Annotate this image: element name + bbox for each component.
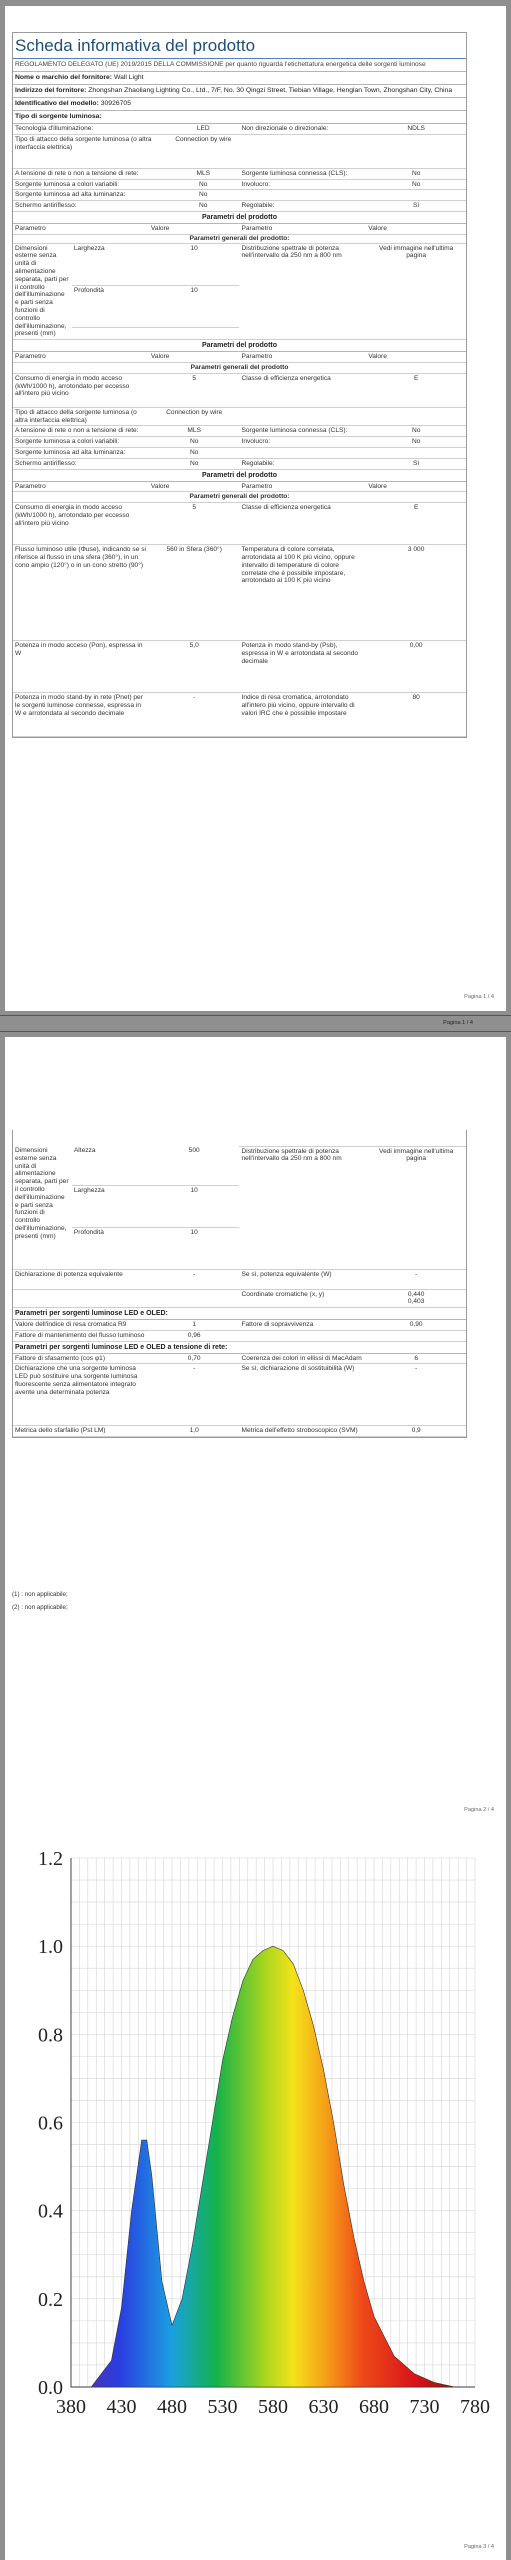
pnet-value: -	[149, 693, 240, 737]
flux-value: 560 in Sfera (360°)	[149, 545, 240, 641]
value-col-header: Valore	[149, 352, 240, 362]
general-params-table-b	[13, 482, 466, 738]
width-label: Larghezza	[72, 243, 149, 285]
replacement-w-value: -	[366, 1364, 466, 1426]
y-tick-label: 0.2	[38, 2288, 63, 2311]
document-title: Scheda informativa del prodotto	[13, 33, 466, 59]
supplier-address-row	[13, 85, 466, 98]
product-params-heading-2: Parametri del prodotto	[13, 340, 466, 352]
general-params-heading: Parametri generali del prodotto:	[13, 492, 466, 503]
envelope-value: No	[366, 437, 466, 448]
directional-value: NDLS	[366, 124, 466, 134]
macadam-value: 6	[366, 1354, 466, 1364]
continuation-table	[13, 1130, 466, 1308]
cap-type-value: Connection by wire	[167, 134, 239, 168]
depth-label: Profondità	[72, 285, 149, 327]
energy-label: Consumo di energia in modo acceso (kWh/1000 h), arrotondato per eccesso all'intero più vicino	[13, 503, 149, 545]
maintenance-value: 0,96	[149, 1330, 240, 1341]
x-tick-label: 580	[258, 2396, 288, 2418]
product-params-heading: Parametri del prodotto	[13, 212, 466, 224]
x-tick-label: 680	[359, 2396, 389, 2418]
value-col-header: Valore	[366, 352, 466, 362]
supplier-name-row	[13, 72, 466, 85]
y-tick-label: 0.6	[38, 2112, 63, 2135]
y-tick-label: 1.0	[38, 1936, 63, 1959]
page-1	[5, 6, 506, 1011]
page-divider	[0, 1015, 511, 1016]
mains-label: A tensione di rete o non a tensione di rete:	[13, 426, 149, 437]
height-value: 500	[149, 1146, 240, 1186]
x-tick-label: 430	[106, 2396, 137, 2418]
model-id-row	[13, 98, 466, 111]
dimensions-table-a	[13, 224, 466, 340]
spd-label: Distribuzione spettrale di potenza nell'intervallo da 250 nm a 800 nm	[239, 243, 366, 340]
cap-type-label: Tipo di attacco della sorgente luminosa (o altra interfaccia elettrica)	[13, 134, 167, 168]
high-luminance-value: No	[149, 447, 240, 458]
replacement-value: -	[149, 1364, 240, 1426]
glare-shield-label: Schermo antiriflesso:	[13, 201, 167, 212]
cap-type-value: Connection by wire	[149, 407, 240, 426]
depth-value: 10	[149, 285, 240, 327]
color-tunable-value: No	[149, 437, 240, 448]
page-number: Pagina 1 / 4	[464, 994, 494, 1000]
general-params-heading: Parametri generali del prodotto:	[13, 234, 466, 243]
psb-label: Potenza in modo stand-by (Psb), espressa in W e arrotondata al secondo decimale	[239, 641, 366, 693]
led-params-table	[13, 1320, 466, 1342]
cct-value: 3 000	[366, 545, 466, 641]
page-divider	[0, 1031, 511, 1032]
equiv-power-value: -	[366, 1269, 466, 1289]
mains-params-heading: Parametri per sorgenti luminose LED e OLED a tensione di rete:	[13, 1342, 466, 1354]
equiv-value: -	[149, 1269, 240, 1289]
color-tunable-label: Sorgente luminosa a colori variabili:	[13, 179, 167, 190]
param-col-header: Parametro	[13, 352, 149, 362]
energy-class-value: E	[366, 373, 466, 407]
param-col-header: Parametro	[13, 482, 149, 492]
value-col-header: Valore	[149, 482, 240, 492]
dimmable-value: Sì	[366, 458, 466, 469]
product-info-sheet	[12, 32, 467, 738]
y-tick-label: 0.8	[38, 2024, 63, 2047]
cri-label: Indice di resa cromatica, arrotondato all'intero più vicino, oppure intervallo di valori IRC che è possibile impostare	[239, 693, 366, 737]
x-tick-label: 730	[409, 2396, 440, 2418]
flicker-value: 1,0	[149, 1426, 240, 1437]
mains-value: MLS	[149, 426, 240, 437]
supplier-name-value: Wall Light	[113, 74, 144, 81]
replacement-w-label: Se sì, dichiarazione di sostituibilità (W)	[239, 1364, 366, 1426]
param-col-header: Parametro	[239, 224, 366, 234]
mains-value: MLS	[167, 168, 239, 179]
width-label: Larghezza	[72, 1186, 149, 1228]
spectral-power-chart	[5, 1844, 506, 2560]
energy-value: 5	[149, 503, 240, 545]
param-col-header: Parametro	[239, 482, 366, 492]
directional-label: Non direzionale o direzionale:	[239, 124, 366, 134]
width-value: 10	[149, 1186, 240, 1228]
x-tick-label: 630	[308, 2396, 339, 2418]
source-type-row	[13, 111, 466, 124]
height-label: Altezza	[72, 1146, 149, 1186]
led-params-heading: Parametri per sorgenti luminose LED e OLED:	[13, 1308, 466, 1320]
energy-class-label: Classe di efficienza energetica	[239, 503, 366, 545]
survival-label: Fattore di sopravvivenza	[239, 1320, 366, 1330]
depth-label: Profondità	[72, 1227, 149, 1269]
chroma-value	[366, 1289, 466, 1308]
energy-class-value: E	[366, 503, 466, 545]
maintenance-label: Fattore di mantenimento del flusso luminoso	[13, 1330, 149, 1341]
cap-type-label: Tipo di attacco della sorgente luminosa (o altra interfaccia elettrica)	[13, 407, 149, 426]
value-col-header: Valore	[366, 224, 466, 234]
glare-shield-label: Schermo antiriflesso:	[13, 458, 149, 469]
cls-value: No	[366, 426, 466, 437]
value-col-header: Valore	[366, 482, 466, 492]
supplier-address-value: Zhongshan Zhaoliang Lighting Co., Ltd., 7/F, No. 30 Qingzi Street, Tiebian Village, Henglan Town, Zhongshan City, China	[88, 87, 453, 94]
supplier-address-label: Indirizzo del fornitore:	[15, 87, 87, 94]
page-number: Pagina 2 / 4	[464, 1807, 494, 1813]
flux-label: Flusso luminoso utile (Φuse), indicando se si riferisce al flusso in una sfera (360°), in un cono ampio (120°) o in un cono stretto (90°)	[13, 545, 149, 641]
high-luminance-value: No	[167, 190, 239, 201]
color-tunable-value: No	[167, 179, 239, 190]
replacement-label: Dichiarazione che una sorgente luminosa LED può sostituire una sorgente luminosa fluorescente senza alimentatore integrato avente una determinata potenza	[13, 1364, 149, 1426]
cri-range-text	[239, 1130, 366, 1146]
mains-params-table	[13, 1354, 466, 1438]
width-value: 10	[149, 243, 240, 285]
svm-value: 0,9	[366, 1426, 466, 1437]
mains-label: A tensione di rete o non a tensione di rete:	[13, 168, 167, 179]
dimmable-label: Regolabile:	[239, 201, 366, 212]
pnet-label: Potenza in modo stand-by in rete (Pnet) per le sorgenti luminose connesse, espressa in W e arrotondata al secondo decimale	[13, 693, 149, 737]
x-tick-label: 530	[207, 2396, 238, 2418]
spd-value: Vedi immagine nell'ultima pagina	[366, 243, 466, 340]
chroma-y: 0,403	[407, 1298, 425, 1306]
flicker-label: Metrica dello sfarfallio (Pst LM)	[13, 1426, 149, 1437]
illum-tech-label: Tecnologia d'illuminazione:	[13, 124, 167, 134]
pon-label: Potenza in modo acceso (Pon), espressa in W	[13, 641, 149, 693]
cls-label: Sorgente luminosa connessa (CLS):	[239, 168, 366, 179]
spd-label: Distribuzione spettrale di potenza nell'intervallo da 250 nm a 800 nm	[239, 1146, 366, 1269]
r9-value: 1	[149, 1320, 240, 1330]
param-col-header: Parametro	[13, 224, 149, 234]
energy-value: 5	[149, 373, 240, 407]
power-factor-value: 0,70	[149, 1354, 240, 1364]
energy-label: Consumo di energia in modo acceso (kWh/1000 h), arrotondato per eccesso all'intero più vicino	[13, 373, 149, 407]
equiv-power-label: Se sì, potenza equivalente (W)	[239, 1269, 366, 1289]
page-number-footer: Pagina 1 / 4	[443, 1020, 473, 1026]
product-params-heading-3: Parametri del prodotto	[13, 470, 466, 482]
dimmable-value: Sì	[366, 201, 466, 212]
x-tick-label: 380	[56, 2396, 86, 2418]
envelope-value: No	[366, 179, 466, 190]
cri-value: 80	[366, 693, 466, 737]
footnote-2: (2) : non applicabile;	[12, 1604, 68, 1611]
chroma-x: 0,440	[407, 1290, 425, 1298]
page-number: Pagina 3 / 4	[464, 2544, 494, 2550]
color-tunable-label: Sorgente luminosa a colori variabili:	[13, 437, 149, 448]
x-tick-label: 480	[157, 2396, 187, 2418]
survival-value: 0,90	[366, 1320, 466, 1330]
glare-shield-value: No	[149, 458, 240, 469]
pon-value: 5,0	[149, 641, 240, 693]
y-tick-label: 0.0	[38, 2377, 63, 2399]
model-id-value: 30926705	[100, 100, 131, 107]
source-type-label: Tipo di sorgente luminosa:	[15, 113, 102, 120]
r9-label: Valore dell'indice di resa cromatica R9	[13, 1320, 149, 1330]
x-tick-label: 780	[460, 2396, 490, 2418]
chroma-label: Coordinate cromatiche (x, y)	[239, 1289, 366, 1308]
cls-label: Sorgente luminosa connessa (CLS):	[239, 426, 366, 437]
param-col-header: Parametro	[239, 352, 366, 362]
envelope-label: Involucro:	[239, 437, 366, 448]
power-factor-label: Fattore di sfasamento (cos φ1)	[13, 1354, 149, 1364]
illum-tech-value: LED	[167, 124, 239, 134]
cct-label: Temperatura di colore correlata, arrotondata al 100 K più vicino, oppure intervallo di temperature di colore correlate che è possibile impostare, arrotondato al 100 K più vicino	[239, 545, 366, 641]
equiv-label: Dichiarazione di potenza equivalente	[13, 1269, 149, 1289]
macadam-label: Coerenza dei colori in ellissi di MacAdam	[239, 1354, 366, 1364]
spd-value: Vedi immagine nell'ultima pagina	[366, 1146, 466, 1269]
dimensions-label: Dimensioni esterne senza unità di alimentazione separata, parti per il controllo dell'illuminazione e parti senza funzioni di controllo dell'illuminazione, presenti (mm)	[13, 243, 72, 340]
envelope-label: Involucro:	[239, 179, 366, 190]
y-tick-label: 0.4	[38, 2200, 63, 2223]
model-id-label: Identificativo del modello:	[15, 100, 99, 107]
page-3	[5, 1844, 506, 2560]
svm-label: Metrica dell'effetto stroboscopico (SVM)	[239, 1426, 366, 1437]
footnote-1: (1) : non applicabile;	[12, 1591, 68, 1598]
energy-class-label: Classe di efficienza energetica	[239, 373, 366, 407]
product-info-sheet-cont	[12, 1130, 467, 1438]
glare-shield-value: No	[167, 201, 239, 212]
high-luminance-label: Sorgente luminosa ad alta luminanza:	[13, 190, 167, 201]
value-col-header: Valore	[149, 224, 240, 234]
psb-value: 0,00	[366, 641, 466, 693]
source-type-table	[13, 124, 466, 212]
y-tick-label: 1.2	[38, 1848, 63, 1870]
depth-value: 10	[149, 1227, 240, 1269]
supplier-name-label: Nome o marchio del fornitore:	[15, 74, 113, 81]
regulation-text: REGOLAMENTO DELEGATO (UE) 2019/2015 DELLA COMMISSIONE per quanto riguarda l'etichettatura energetica delle sorgenti luminose	[13, 59, 466, 72]
general-params-table-a	[13, 352, 466, 469]
dimensions-label: Dimensioni esterne senza unità di alimentazione separata, parti per il controllo dell'illuminazione e parti senza funzioni di controllo dell'illuminazione, presenti (mm)	[13, 1146, 72, 1269]
high-luminance-label: Sorgente luminosa ad alta luminanza:	[13, 447, 149, 458]
cls-value: No	[366, 168, 466, 179]
dimmable-label: Regolabile:	[239, 458, 366, 469]
general-params-heading: Parametri generali del prodotto	[13, 362, 466, 373]
